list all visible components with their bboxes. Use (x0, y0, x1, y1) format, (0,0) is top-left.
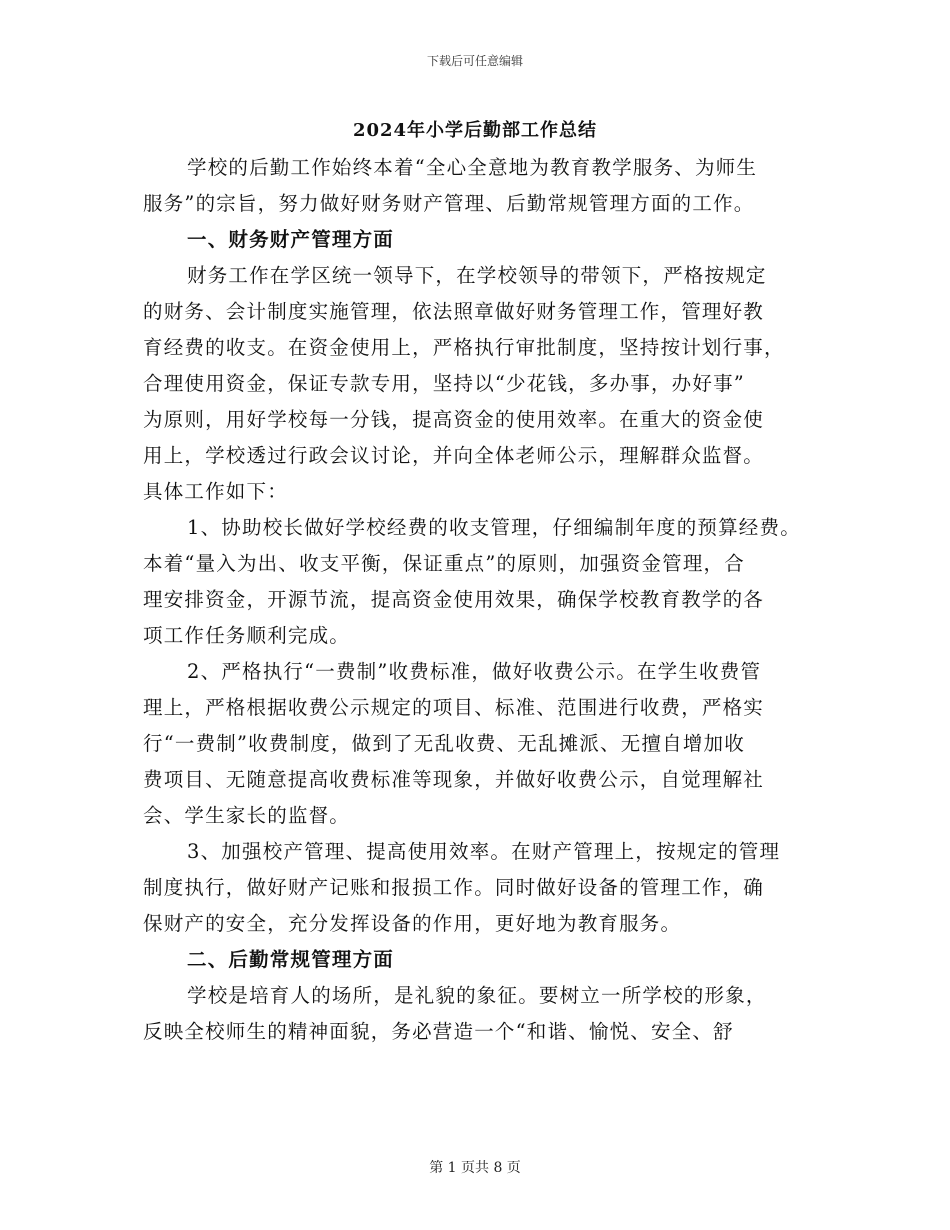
paragraph-line: 反映全校师生的精神面貌，务必营造一个“和谐、愉悦、安全、舒 (143, 1020, 734, 1043)
paragraph (143, 978, 808, 1050)
paragraph-line: 育经费的收支。在资金使用上，严格执行审批制度，坚持按计划行事， (143, 336, 785, 359)
paragraph-line: 具体工作如下： (143, 480, 288, 503)
paragraph-line: 制度执行，做好财产记账和报损工作。同时做好设备的管理工作，确 (143, 876, 765, 899)
paragraph-line: 理上，严格根据收费公示规定的项目、标准、范围进行收费，严格实 (143, 696, 765, 719)
paragraph (143, 834, 808, 942)
paragraph-line: 为原则，用好学校每一分钱，提高资金的使用效率。在重大的资金使 (143, 408, 765, 431)
paragraph-line: 费项目、无随意提高收费标准等现象，并做好收费公示，自觉理解社 (143, 768, 765, 791)
section-heading (143, 222, 808, 258)
paragraph-line: 2、严格执行“一费制”收费标准，做好收费公示。在学生收费管 (187, 660, 762, 683)
paragraph (143, 150, 808, 222)
page-footer: 第 1 页共 8 页 (429, 1160, 521, 1176)
heading-line: 一、财务财产管理方面 (187, 228, 395, 251)
paragraph-line: 3、加强校产管理、提高使用效率。在财产管理上，按规定的管理 (187, 840, 781, 863)
paragraph-line: 1、协助校长做好学校经费的收支管理，仔细编制年度的预算经费。 (187, 516, 801, 539)
paragraph-line: 的财务、会计制度实施管理，依法照章做好财务管理工作，管理好教 (143, 300, 765, 323)
paragraph-line: 合理使用资金，保证专款专用，坚持以“少花钱，多办事，办好事” (143, 372, 745, 395)
document-title: 2024年小学后勤部工作总结 (352, 120, 598, 141)
paragraph-line: 行“一费制”收费制度，做到了无乱收费、无乱摊派、无擅自增加收 (143, 732, 745, 755)
paragraph (143, 510, 808, 654)
paragraph-line: 本着“量入为出、收支平衡，保证重点”的原则，加强资金管理，合 (143, 552, 745, 575)
paragraph-line: 项工作任务顺利完成。 (143, 624, 351, 647)
paragraph (143, 654, 808, 834)
paragraph-line: 保财产的安全，充分发挥设备的作用，更好地为教育服务。 (143, 912, 682, 935)
paragraph-line: 学校是培育人的场所，是礼貌的象征。要树立一所学校的形象， (187, 984, 767, 1007)
paragraph-line: 会、学生家长的监督。 (143, 804, 351, 827)
paragraph (143, 258, 808, 510)
heading-line: 二、后勤常规管理方面 (187, 948, 395, 971)
paragraph-line: 理安排资金，开源节流，提高资金使用效果，确保学校教育教学的各 (143, 588, 765, 611)
document-body (143, 150, 808, 1050)
paragraph-line: 服务”的宗旨，努力做好财务财产管理、后勤常规管理方面的工作。 (143, 192, 755, 215)
paragraph-line: 学校的后勤工作始终本着“全心全意地为教育教学服务、为师生 (187, 156, 758, 179)
section-heading (143, 942, 808, 978)
paragraph-line: 用上，学校透过行政会议讨论，并向全体老师公示，理解群众监督。 (143, 444, 765, 467)
page-header: 下载后可任意编辑 (426, 54, 523, 68)
paragraph-line: 财务工作在学区统一领导下，在学校领导的带领下，严格按规定 (187, 264, 767, 287)
